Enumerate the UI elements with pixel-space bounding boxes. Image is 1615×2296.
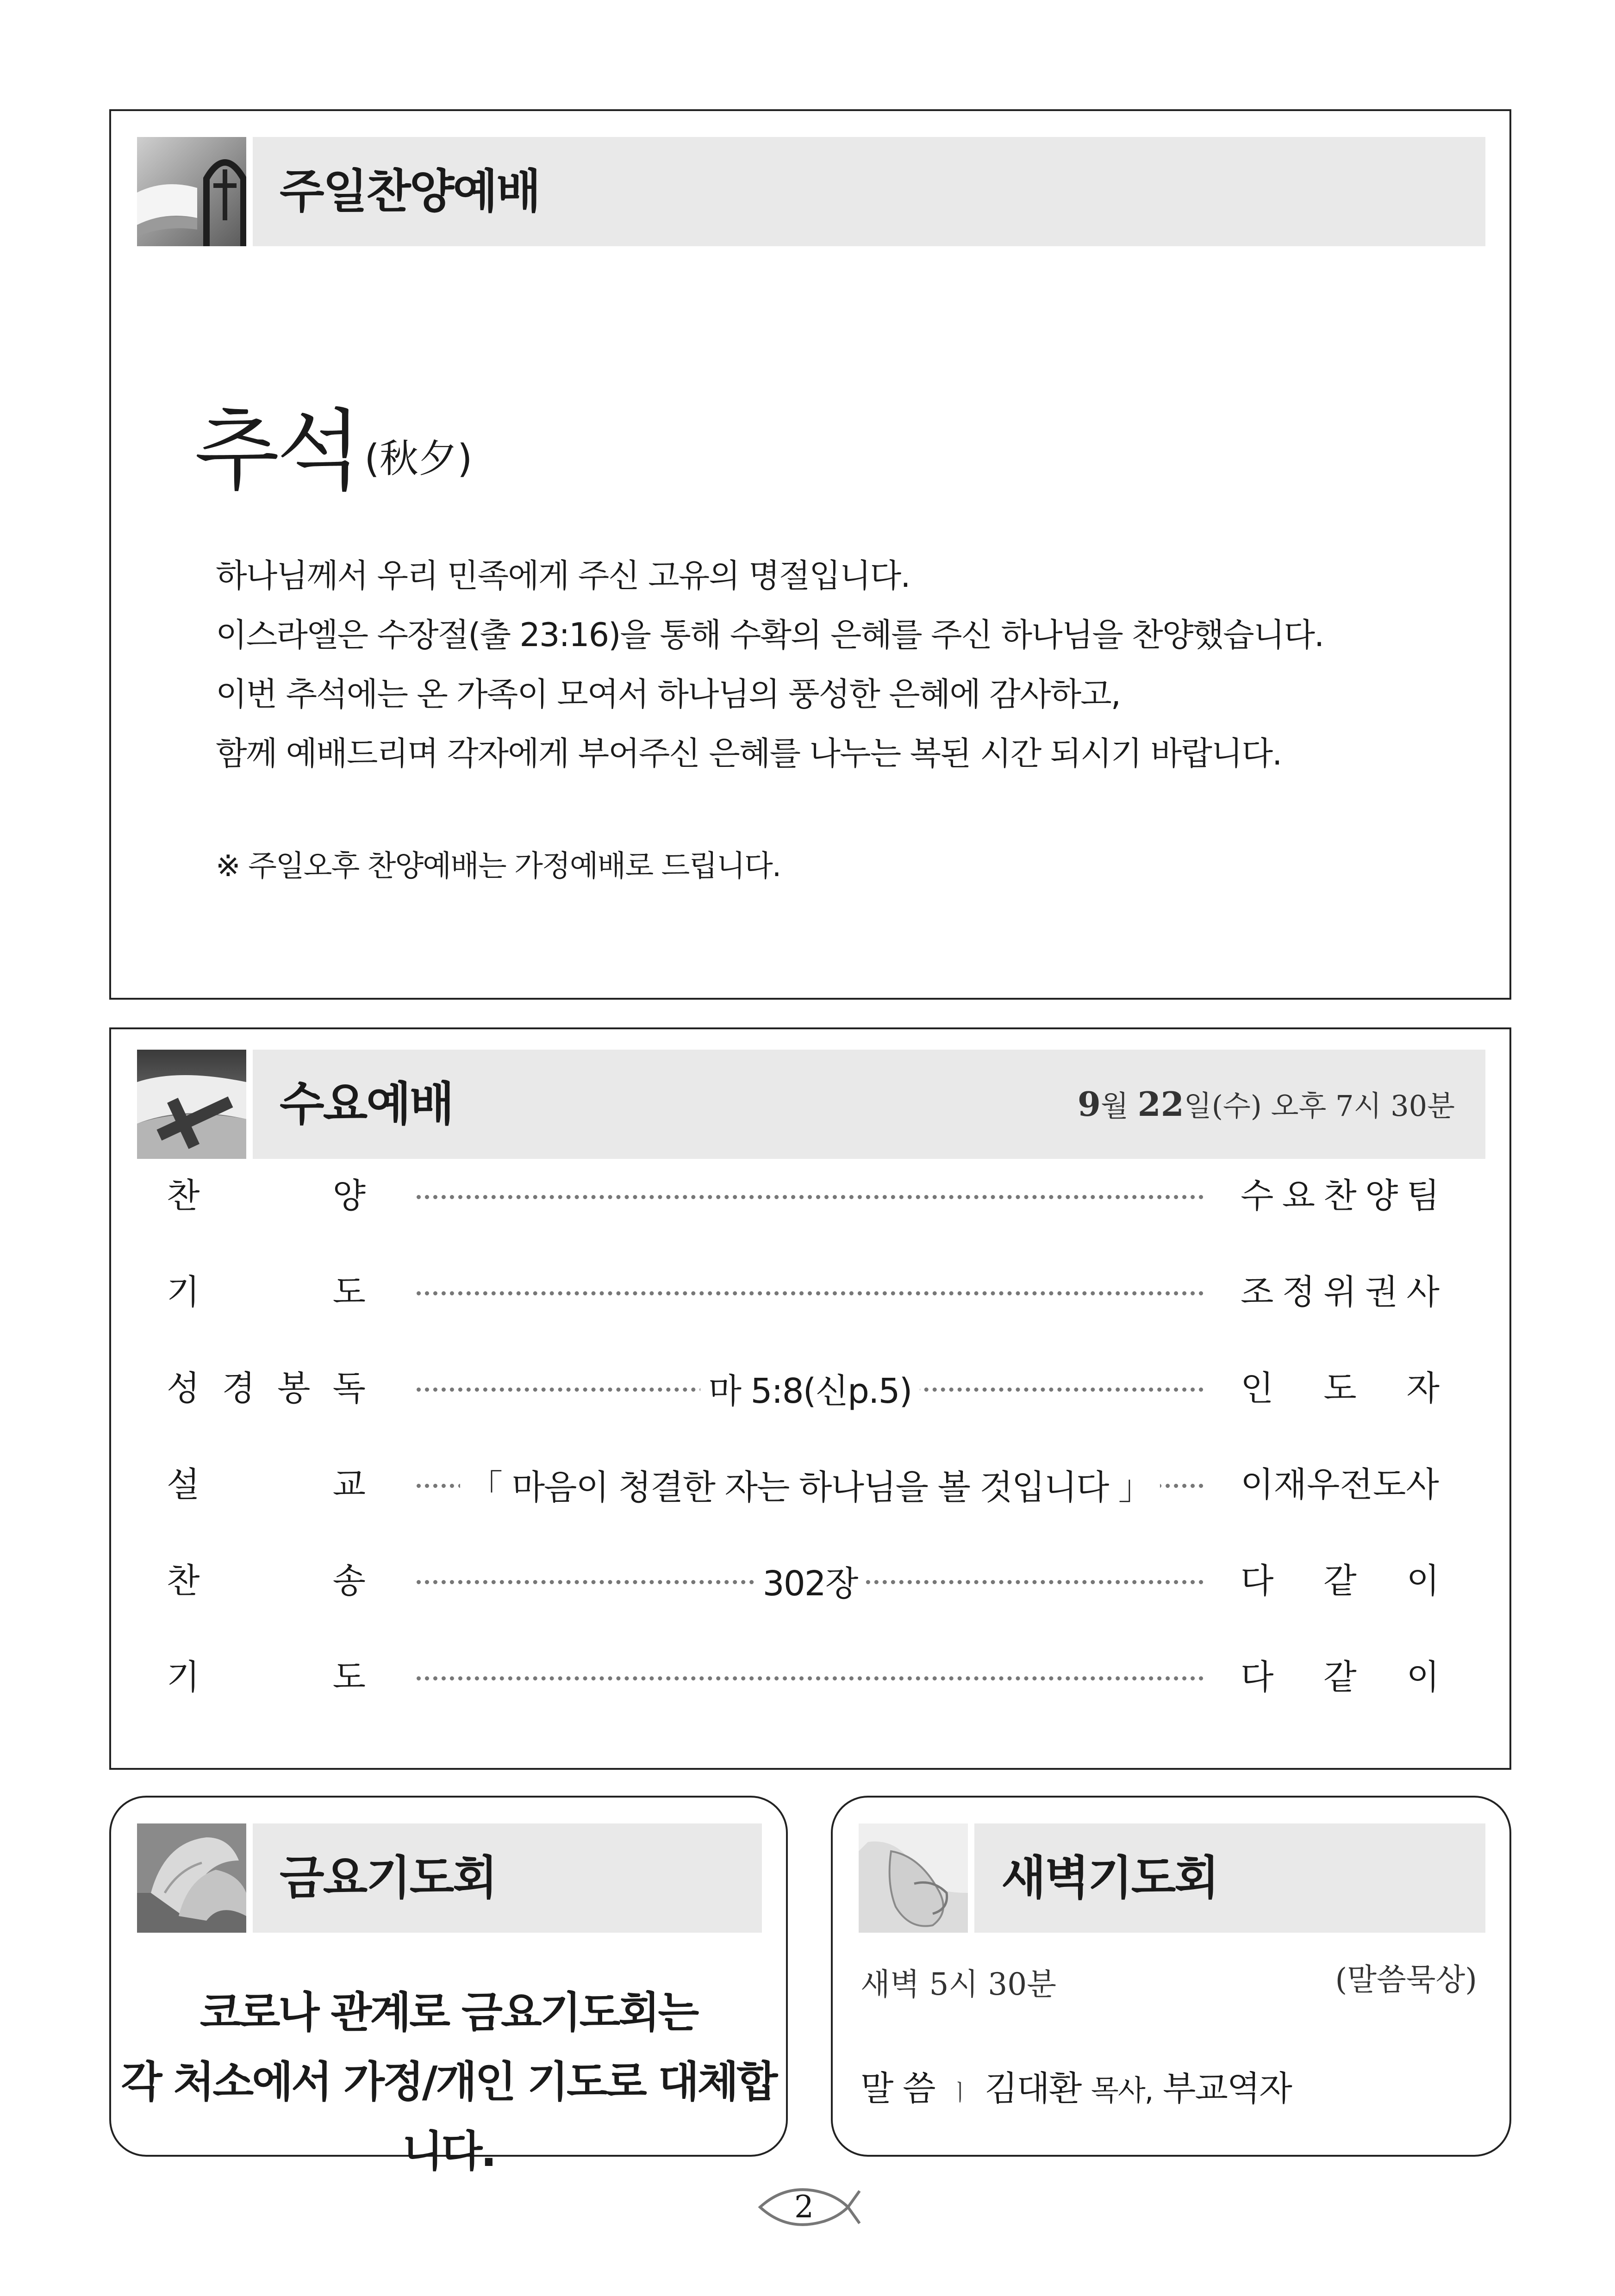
heading-sub: (秋夕)	[364, 436, 473, 481]
bible-cross-icon	[137, 1050, 246, 1159]
paragraph-line: 함께 예배드리며 각자에게 부어주신 은혜를 나누는 복된 시간 되시기 바랍니다.	[216, 734, 1282, 772]
header-bar	[253, 1823, 762, 1933]
service-note: ※ 주일오후 찬양예배는 가정예배로 드립니다.	[216, 849, 781, 884]
program-item-detail: 「 마음이 청결한 자는 하나님을 볼 것입니다 」	[417, 1457, 1203, 1512]
praying-hands-icon	[137, 1823, 246, 1933]
dawn-prayer-section	[831, 1796, 1511, 2157]
header-bar	[253, 137, 1485, 246]
speaker-role: 부교역자	[1162, 2069, 1291, 2109]
program-item-label: 설 교	[167, 1465, 366, 1505]
dawn-time: 새벽 5시 30분	[861, 1966, 1056, 2002]
dotted-leader	[417, 1291, 1203, 1295]
paragraph-line: 이번 추석에는 온 가족이 모여서 하나님의 풍성한 은혜에 감사하고,	[216, 675, 1120, 713]
dotted-leader	[417, 1676, 1203, 1680]
speaker-name: 김대환	[984, 2069, 1081, 2109]
program-row	[111, 1553, 1509, 1609]
program-row	[111, 1168, 1509, 1224]
program-item-label: 찬 송	[167, 1561, 366, 1601]
page-heading	[194, 400, 473, 502]
program-item-detail: 302장	[417, 1553, 1203, 1609]
announcement-paragraph	[216, 546, 1323, 783]
wednesday-service-section	[109, 1027, 1511, 1770]
section-title: 수요예배	[280, 1077, 453, 1131]
program-row	[111, 1361, 1509, 1416]
program-item-label: 기 도	[167, 1272, 366, 1312]
dotted-leader	[417, 1195, 1203, 1199]
section-header	[137, 1823, 762, 1933]
program-item-leader: 인 도 자	[1241, 1369, 1440, 1408]
program-row	[111, 1649, 1509, 1705]
speaker-title: 목사,	[1091, 2073, 1153, 2107]
paragraph-line: 이스라엘은 수장절(출 23:16)을 통해 수확의 은혜를 주신 하나님을 찬양했습니다.	[216, 616, 1324, 654]
program-item-detail: 마 5:8(신p.5)	[417, 1361, 1203, 1416]
speaker-label: 말 씀	[861, 2069, 935, 2109]
program-item-label: 성 경 봉 독	[167, 1369, 366, 1408]
sunday-service-section	[109, 109, 1511, 1000]
dawn-type: (말씀묵상)	[1335, 1962, 1477, 1997]
page-number: 2	[794, 2189, 814, 2225]
clasped-hands-icon	[859, 1823, 968, 1933]
heading-main: 추석	[194, 400, 359, 502]
program-item-leader: 다 같 이	[1241, 1561, 1440, 1601]
bible-cross-window-icon	[137, 137, 246, 246]
friday-notice	[111, 1978, 786, 2186]
section-title: 금요기도회	[280, 1851, 496, 1905]
program-item-leader: 다 같 이	[1241, 1657, 1440, 1697]
section-header	[859, 1823, 1485, 1933]
header-bar	[253, 1050, 1485, 1159]
friday-prayer-section	[109, 1796, 788, 2176]
service-datetime: 9월 22일(수) 오후 7시 30분	[1077, 1084, 1455, 1124]
program-item-label: 기 도	[167, 1657, 366, 1697]
program-item-leader: 조 정 위 권 사	[1241, 1272, 1440, 1312]
program-row	[111, 1457, 1509, 1512]
header-bar	[974, 1823, 1485, 1933]
page-number-badge	[755, 2179, 862, 2235]
paragraph-line: 하나님께서 우리 민족에게 주신 고유의 명절입니다.	[216, 557, 910, 595]
notice-line: 각 처소에서 가정/개인 기도로 대체합니다.	[121, 2057, 776, 2176]
program-item-label: 찬 양	[167, 1176, 366, 1216]
section-header	[137, 137, 1485, 246]
speaker-separator: ㅣ	[949, 2080, 970, 2106]
program-row	[111, 1264, 1509, 1320]
program-item-leader: 이재우전도사	[1241, 1465, 1439, 1505]
notice-line: 코로나 관계로 금요기도회는	[200, 1988, 698, 2037]
program-item-leader: 수 요 찬 양 팀	[1241, 1176, 1440, 1216]
dawn-speaker	[861, 2061, 1291, 2110]
section-header	[137, 1050, 1485, 1159]
section-title: 주일찬양예배	[280, 164, 540, 218]
section-title: 새벽기도회	[1001, 1851, 1218, 1905]
